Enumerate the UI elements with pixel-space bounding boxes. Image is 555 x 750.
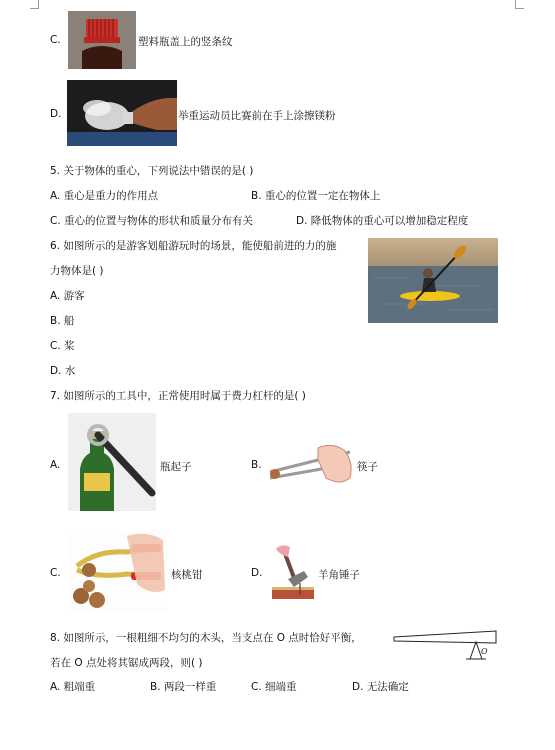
q7-option-d-letter: D. [251,567,263,579]
bottle-cap-image [68,11,136,69]
kayak-image [368,238,498,323]
q6-option-c: C. 桨 [50,340,75,352]
chopsticks-image [266,438,354,488]
q8-option-d: D. 无法确定 [352,681,409,693]
option-c-letter: C. [50,34,61,46]
q8-option-c: C. 细端重 [251,681,297,693]
q7-option-d-text: 羊角锤子 [318,569,360,581]
q5-option-b: B. 重心的位置一定在物体上 [251,190,381,202]
q5-stem: 5. 关于物体的重心，下列说法中错误的是( ) [50,165,254,177]
q8-stem-line2: 若在 O 点处将其锯成两段，则( ) [50,657,203,669]
q7-option-a-text: 瓶起子 [160,461,192,473]
weightlifter-chalk-image [67,80,177,146]
q5-option-d: D. 降低物体的重心可以增加稳定程度 [296,215,469,227]
option-c-text: 塑料瓶盖上的竖条纹 [138,36,233,48]
option-d-letter: D. [50,108,62,120]
q7-option-c-letter: C. [50,567,61,579]
q7-stem: 7. 如图所示的工具中，正常使用时属于费力杠杆的是( ) [50,390,306,402]
q7-option-a-letter: A. [50,459,61,471]
q8-option-a: A. 粗端重 [50,681,96,693]
q7-option-c-text: 核桃钳 [171,569,203,581]
q5-option-a: A. 重心是重力的作用点 [50,190,159,202]
corner-mark-right [515,0,524,9]
q7-option-b-text: 筷子 [357,461,378,473]
q6-option-a: A. 游客 [50,290,85,302]
q6-stem-line2: 力物体是( ) [50,265,104,277]
nutcracker-image [67,530,167,612]
option-d-text: 举重运动员比赛前在手上涂擦镁粉 [178,110,336,122]
q7-option-b-letter: B. [251,459,262,471]
pivot-label: O [481,647,488,656]
q6-stem-line1: 6. 如图所示的是游客划船游玩时的场景，能使船前进的力的施 [50,240,337,252]
corner-mark-left [30,0,39,9]
q8-option-b: B. 两段一样重 [150,681,217,693]
log-balance-diagram [392,623,504,665]
q5-option-c: C. 重心的位置与物体的形状和质量分布有关 [50,215,254,227]
claw-hammer-image [270,543,316,601]
q6-option-d: D. 水 [50,365,76,377]
q8-stem-line1: 8. 如图所示，一根粗细不均匀的木头，当支点在 O 点时恰好平衡， [50,632,362,644]
q6-option-b: B. 船 [50,315,75,327]
bottle-opener-image [68,413,156,511]
